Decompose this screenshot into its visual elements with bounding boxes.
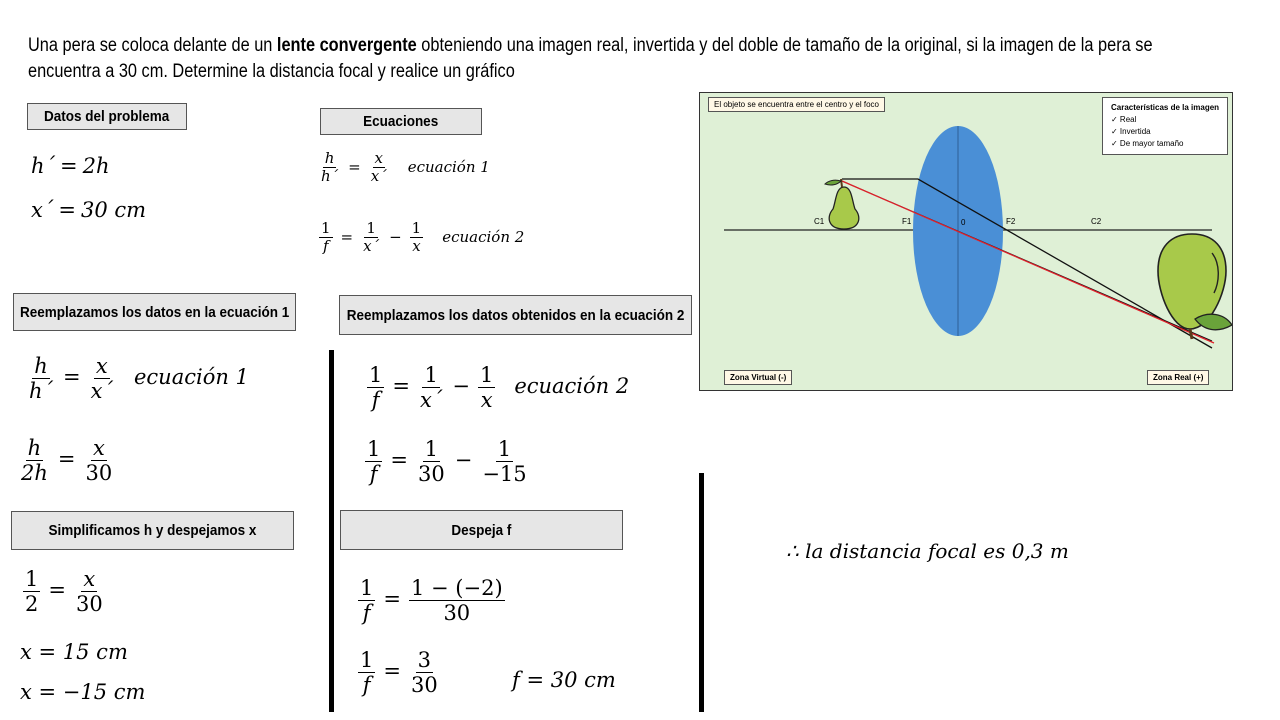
result-xneg15: x = −15 cm — [20, 680, 146, 704]
point-c2: C2 — [1091, 217, 1102, 226]
parallel-ray — [842, 179, 1212, 348]
conclusion: ∴ la distancia focal es 0,3 m — [786, 539, 1069, 563]
substitution-eq2: $\frac{1}{f}$ = $\frac{1}{x´}$ − $\frac{1}{x}$ ecuación 2 — [369, 363, 630, 413]
header-reemplazo-2: Reemplazamos los datos obtenidos en la ecuación 2 — [339, 295, 692, 335]
header-simplificamos: Simplificamos h y despejamos x — [11, 511, 294, 550]
divider-right — [699, 473, 704, 712]
lens-diagram — [699, 92, 1233, 391]
problem-statement — [28, 33, 1172, 85]
simplified-eq: $\frac{1}{2}$ = $\frac{x}{30}$ — [25, 567, 103, 617]
problem-text-end: obteniendo una imagen real, invertida y del doble de tamaño de la original, si la imagen de la pera se encuentra a 30 cm. Determine la distancia focal y realice un gráfico — [28, 35, 1153, 82]
image-characteristics: Características de la imagen ✓ Real ✓ Invertida ✓ De mayor tamaño — [1102, 97, 1228, 155]
zona-real: Zona Real (+) — [1147, 370, 1209, 385]
diagram-top-tag: El objeto se encuentra entre el centro y el foco — [708, 97, 885, 112]
point-f1: F1 — [902, 217, 912, 226]
zona-virtual: Zona Virtual (-) — [724, 370, 792, 385]
header-ecuaciones: Ecuaciones — [320, 108, 482, 135]
result-f30: f = 30 cm — [512, 668, 616, 692]
point-0: 0 — [961, 218, 966, 227]
problem-text-start: Una pera se coloca delante de un — [28, 35, 277, 56]
header-reemplazo-1: Reemplazamos los datos en la ecuación 1 — [13, 293, 296, 331]
header-despeja: Despeja f — [340, 510, 623, 550]
solve-f-step1: $\frac{1}{f}$ = $\frac{1 - (-2)}{30}$ — [360, 576, 503, 626]
dato-x-prime: x´ = 30 cm — [31, 198, 147, 222]
substitution-eq2-values: $\frac{1}{f}$ = $\frac{1}{30}$ − $\frac{1}{-15}$ — [367, 437, 527, 487]
char-invertida: ✓ Invertida — [1111, 127, 1151, 136]
header-datos: Datos del problema — [27, 103, 187, 130]
problem-keyword: lente convergente — [276, 35, 417, 56]
point-c1: C1 — [814, 217, 825, 226]
equation-1-small: $\frac{h}{h´}$ = $\frac{x}{x´}$ ecuación 1 — [321, 149, 490, 186]
result-x15: x = 15 cm — [20, 640, 128, 664]
divider-left — [329, 350, 334, 712]
point-f2: F2 — [1006, 217, 1016, 226]
solve-f-step2: $\frac{1}{f}$ = $\frac{3}{30}$ — [360, 648, 438, 698]
char-real: ✓ Real — [1111, 115, 1137, 124]
dato-h-prime: h´ = 2h — [31, 154, 110, 178]
equation-2-small: $\frac{1}{f}$ = $\frac{1}{x´}$ − $\frac{1}{x}$ ecuación 2 — [321, 219, 525, 256]
substitution-eq1: $\frac{h}{h´}$ = $\frac{x}{x´}$ ecuación 1 — [29, 354, 249, 404]
char-mayor: ✓ De mayor tamaño — [1111, 139, 1184, 148]
substitution-values: $\frac{h}{2h}$ = $\frac{x}{30}$ — [21, 436, 113, 486]
